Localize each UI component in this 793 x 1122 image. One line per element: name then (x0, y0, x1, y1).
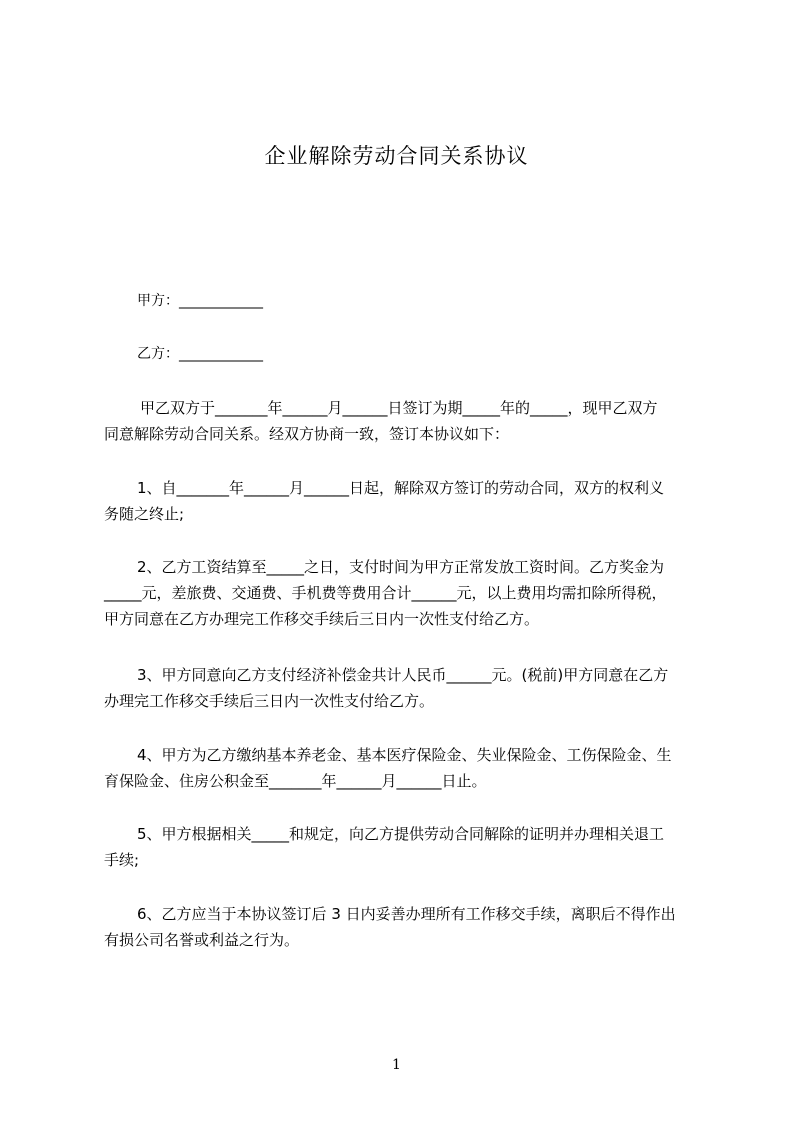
clause-1 (104, 470, 704, 532)
clause-2-line-1: 2、乙方工资结算至_____之日，支付时间为甲方正常发放工资时间。乙方奖金为 (137, 558, 665, 576)
clause-4-line-2: 育保险金、住房公积金至_______年______月______日止。 (104, 772, 487, 790)
clause-1-line-1: 1、自_______年______月______日起，解除双方签订的劳动合同，双方的权利义 (137, 479, 665, 497)
clause-2-line-2: _____元，差旅费、交通费、手机费等费用合计______元，以上费用均需扣除所得税， (104, 584, 667, 602)
document-title: 企业解除劳动合同关系协议 (264, 144, 529, 168)
party-a-line: 甲方：____________ (137, 293, 263, 309)
clause-5 (104, 816, 704, 878)
clause-2-line-3: 甲方同意在乙方办理完工作移交手续后三日内一次性支付给乙方。 (104, 610, 540, 628)
clause-5-line-1: 5、甲方根据相关_____和规定，向乙方提供劳动合同解除的证明并办理相关退工 (137, 825, 665, 843)
clause-3-line-1: 3、甲方同意向乙方支付经济补偿金共计人民币______元。(税前)甲方同意在乙方 (137, 666, 669, 684)
clause-3-line-2: 办理完工作移交手续后三日内一次性支付给乙方。 (104, 692, 435, 710)
clause-5-line-2: 手续; (104, 851, 140, 869)
clause-6-line-1: 6、乙方应当于本协议签订后 3 日内妥善办理所有工作移交手续，离职后不得作出 (137, 905, 676, 923)
clause-6 (104, 896, 704, 958)
clause-6-line-2: 有损公司名誉或利益之行为。 (104, 931, 300, 949)
clause-3 (104, 657, 704, 719)
intro-line-2: 同意解除劳动合同关系。经双方协商一致，签订本协议如下： (104, 425, 510, 443)
page-number: 1 (392, 1057, 401, 1073)
clause-4 (104, 737, 704, 799)
clause-4-line-1: 4、甲方为乙方缴纳基本养老金、基本医疗保险金、失业保险金、工伤保险金、生 (137, 746, 672, 764)
intro-paragraph (104, 390, 704, 452)
clause-1-line-2: 务随之终止; (104, 505, 185, 523)
clause-2 (104, 549, 704, 637)
intro-line-1: 甲乙双方于_______年______月______日签订为期_____年的_____，现甲乙双方 (140, 399, 658, 417)
party-b-line: 乙方：____________ (137, 346, 263, 362)
